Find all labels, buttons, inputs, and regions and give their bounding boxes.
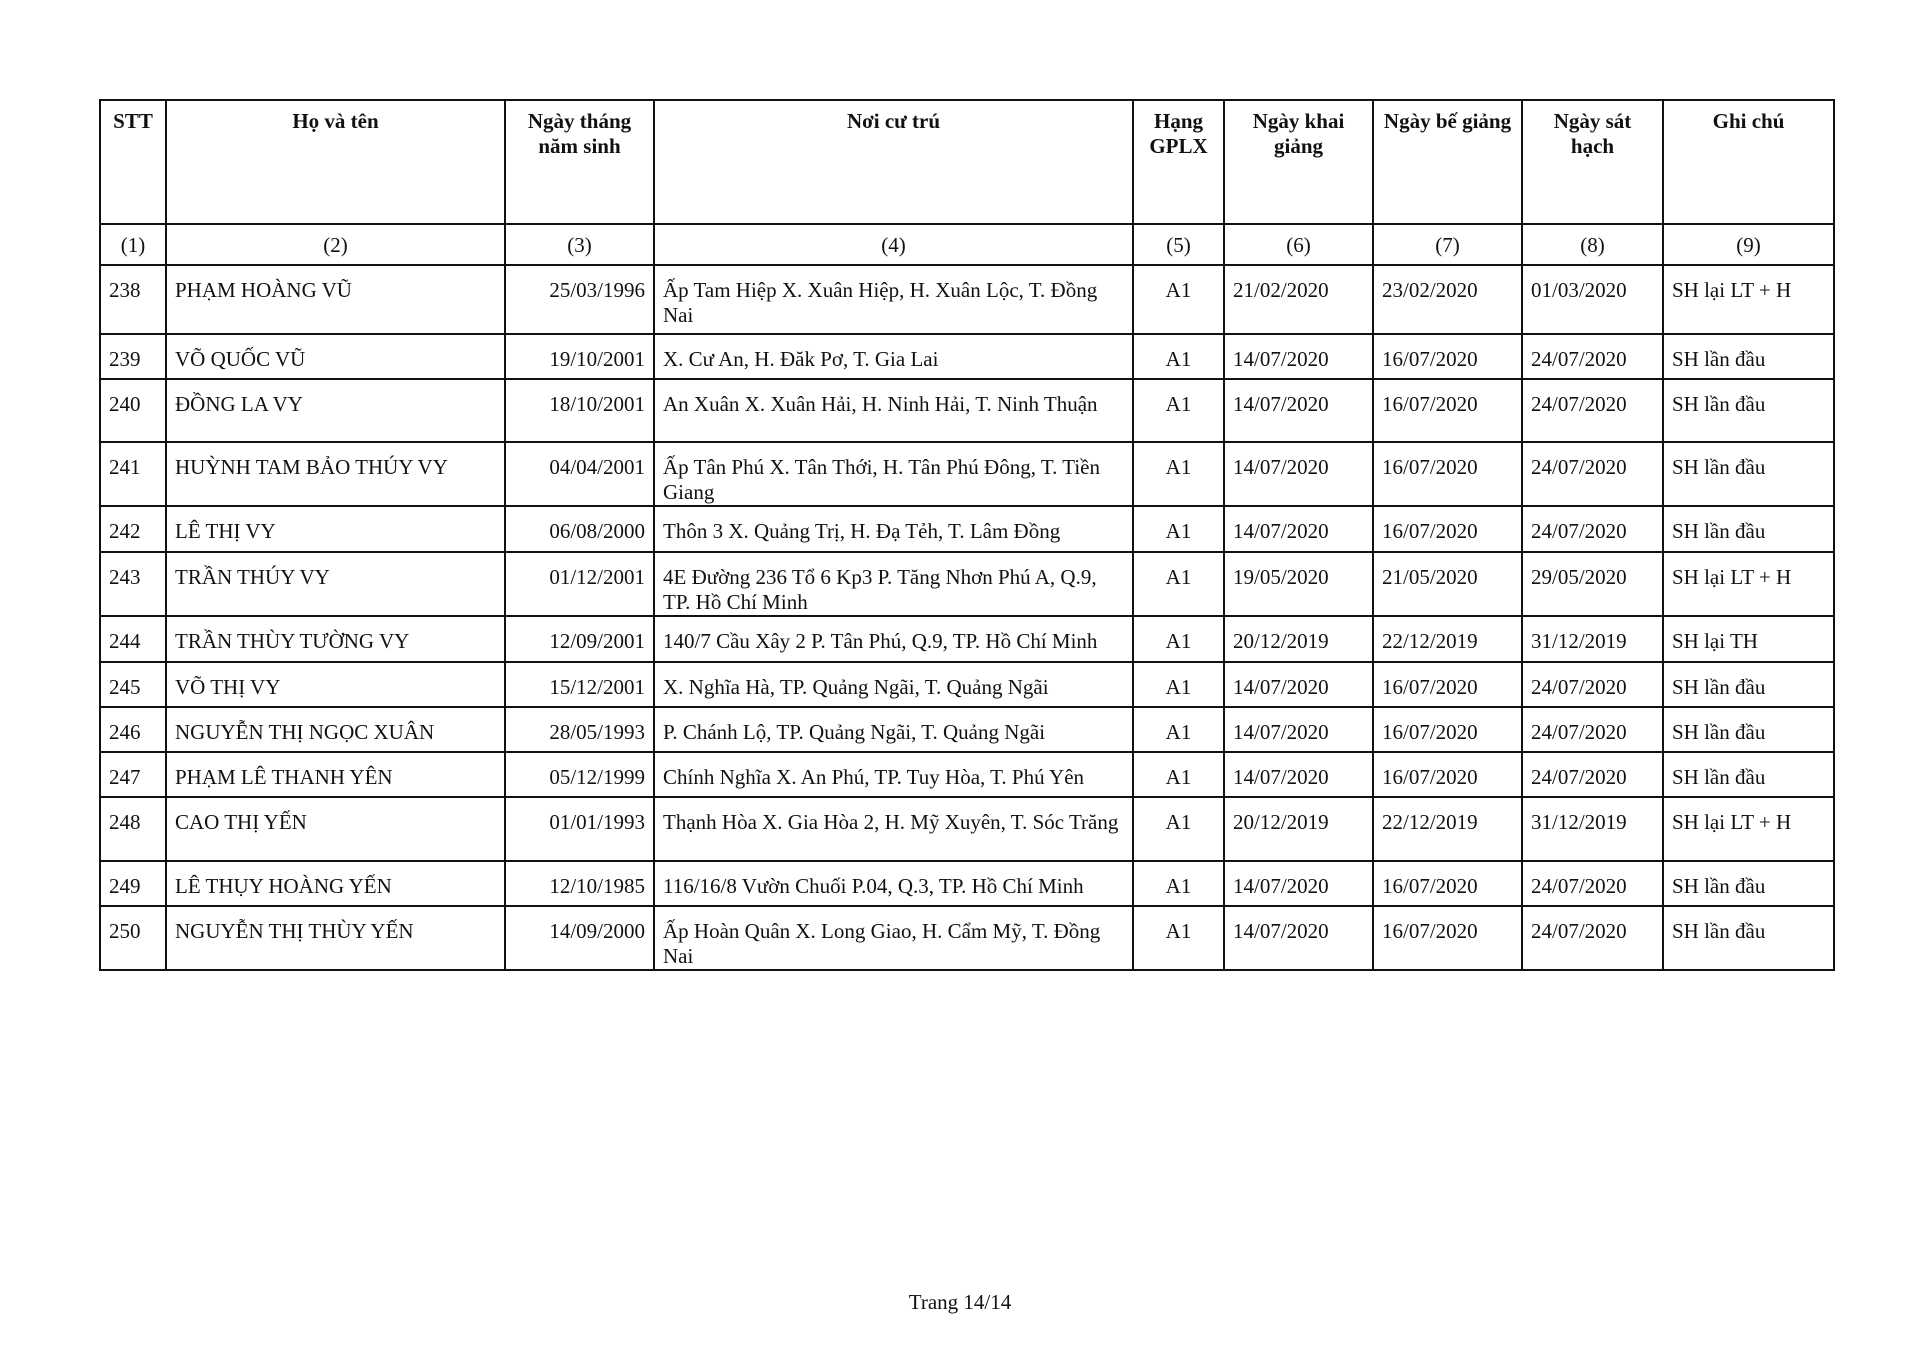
cell-open-date: 14/07/2020 [1224, 707, 1373, 752]
cell-exam-date: 01/03/2020 [1522, 265, 1663, 334]
cell-stt: 243 [100, 552, 166, 616]
cell-name: VÕ QUỐC VŨ [166, 334, 505, 379]
cell-open-date: 20/12/2019 [1224, 616, 1373, 662]
column-number: (5) [1133, 224, 1224, 265]
cell-name: TRẦN THÙY TƯỜNG VY [166, 616, 505, 662]
cell-stt: 244 [100, 616, 166, 662]
cell-license-class: A1 [1133, 906, 1224, 970]
cell-exam-date: 24/07/2020 [1522, 707, 1663, 752]
cell-note: SH lần đầu [1663, 442, 1834, 506]
cell-stt: 240 [100, 379, 166, 442]
cell-open-date: 14/07/2020 [1224, 379, 1373, 442]
cell-exam-date: 24/07/2020 [1522, 861, 1663, 906]
header-name: Họ và tên [166, 100, 505, 224]
cell-name: VÕ THỊ VY [166, 662, 505, 707]
cell-license-class: A1 [1133, 752, 1224, 797]
cell-stt: 242 [100, 506, 166, 552]
cell-note: SH lần đầu [1663, 861, 1834, 906]
cell-close-date: 16/07/2020 [1373, 861, 1522, 906]
cell-address: P. Chánh Lộ, TP. Quảng Ngãi, T. Quảng Ngãi [654, 707, 1133, 752]
column-number: (1) [100, 224, 166, 265]
cell-note: SH lần đầu [1663, 752, 1834, 797]
cell-address: Ấp Hoàn Quân X. Long Giao, H. Cẩm Mỹ, T. Đồng Nai [654, 906, 1133, 970]
cell-close-date: 16/07/2020 [1373, 379, 1522, 442]
cell-open-date: 14/07/2020 [1224, 506, 1373, 552]
table-row [100, 662, 1834, 707]
header-dob: Ngày tháng năm sinh [505, 100, 654, 224]
cell-close-date: 22/12/2019 [1373, 616, 1522, 662]
cell-dob: 15/12/2001 [505, 662, 654, 707]
header-note: Ghi chú [1663, 100, 1834, 224]
cell-exam-date: 24/07/2020 [1522, 506, 1663, 552]
cell-stt: 239 [100, 334, 166, 379]
cell-exam-date: 24/07/2020 [1522, 752, 1663, 797]
table-row [100, 906, 1834, 970]
table-row [100, 707, 1834, 752]
cell-stt: 245 [100, 662, 166, 707]
cell-note: SH lần đầu [1663, 662, 1834, 707]
cell-name: NGUYỄN THỊ NGỌC XUÂN [166, 707, 505, 752]
cell-name: PHẠM HOÀNG VŨ [166, 265, 505, 334]
cell-name: CAO THỊ YẾN [166, 797, 505, 861]
page-number: Trang 14/14 [908, 1290, 1012, 1314]
cell-stt: 247 [100, 752, 166, 797]
cell-note: SH lần đầu [1663, 906, 1834, 970]
cell-name: PHẠM LÊ THANH YÊN [166, 752, 505, 797]
cell-exam-date: 24/07/2020 [1522, 442, 1663, 506]
cell-name: NGUYỄN THỊ THÙY YẾN [166, 906, 505, 970]
cell-address: Ấp Tam Hiệp X. Xuân Hiệp, H. Xuân Lộc, T. Đồng Nai [654, 265, 1133, 334]
cell-close-date: 16/07/2020 [1373, 707, 1522, 752]
column-number: (2) [166, 224, 505, 265]
cell-dob: 04/04/2001 [505, 442, 654, 506]
cell-close-date: 21/05/2020 [1373, 552, 1522, 616]
cell-note: SH lần đầu [1663, 707, 1834, 752]
cell-exam-date: 24/07/2020 [1522, 379, 1663, 442]
cell-close-date: 16/07/2020 [1373, 442, 1522, 506]
cell-dob: 25/03/1996 [505, 265, 654, 334]
cell-name: LÊ THỤY HOÀNG YẾN [166, 861, 505, 906]
table-row [100, 752, 1834, 797]
cell-close-date: 16/07/2020 [1373, 662, 1522, 707]
cell-stt: 241 [100, 442, 166, 506]
cell-license-class: A1 [1133, 861, 1224, 906]
cell-note: SH lại LT + H [1663, 797, 1834, 861]
cell-name: ĐỒNG LA VY [166, 379, 505, 442]
header-address: Nơi cư trú [654, 100, 1133, 224]
cell-address: Chính Nghĩa X. An Phú, TP. Tuy Hòa, T. Phú Yên [654, 752, 1133, 797]
cell-close-date: 16/07/2020 [1373, 752, 1522, 797]
cell-open-date: 19/05/2020 [1224, 552, 1373, 616]
cell-note: SH lần đầu [1663, 334, 1834, 379]
cell-license-class: A1 [1133, 506, 1224, 552]
header-close-date: Ngày bế giảng [1373, 100, 1522, 224]
table-row [100, 265, 1834, 334]
cell-open-date: 14/07/2020 [1224, 861, 1373, 906]
table-row [100, 334, 1834, 379]
cell-address: Thạnh Hòa X. Gia Hòa 2, H. Mỹ Xuyên, T. Sóc Trăng [654, 797, 1133, 861]
cell-exam-date: 24/07/2020 [1522, 334, 1663, 379]
cell-address: X. Nghĩa Hà, TP. Quảng Ngãi, T. Quảng Ngãi [654, 662, 1133, 707]
cell-dob: 28/05/1993 [505, 707, 654, 752]
cell-dob: 12/10/1985 [505, 861, 654, 906]
table-row [100, 442, 1834, 506]
cell-dob: 06/08/2000 [505, 506, 654, 552]
column-number: (3) [505, 224, 654, 265]
cell-exam-date: 29/05/2020 [1522, 552, 1663, 616]
table-row [100, 552, 1834, 616]
cell-exam-date: 24/07/2020 [1522, 662, 1663, 707]
column-number: (6) [1224, 224, 1373, 265]
header-open-date: Ngày khai giảng [1224, 100, 1373, 224]
cell-license-class: A1 [1133, 707, 1224, 752]
cell-stt: 248 [100, 797, 166, 861]
cell-close-date: 16/07/2020 [1373, 506, 1522, 552]
cell-dob: 01/01/1993 [505, 797, 654, 861]
cell-dob: 05/12/1999 [505, 752, 654, 797]
cell-open-date: 14/07/2020 [1224, 662, 1373, 707]
cell-dob: 18/10/2001 [505, 379, 654, 442]
cell-open-date: 14/07/2020 [1224, 906, 1373, 970]
cell-exam-date: 31/12/2019 [1522, 797, 1663, 861]
header-license-class: Hạng GPLX [1133, 100, 1224, 224]
cell-exam-date: 31/12/2019 [1522, 616, 1663, 662]
cell-note: SH lần đầu [1663, 379, 1834, 442]
cell-license-class: A1 [1133, 265, 1224, 334]
table-row [100, 797, 1834, 861]
column-number-row [100, 224, 1834, 265]
cell-address: 140/7 Cầu Xây 2 P. Tân Phú, Q.9, TP. Hồ Chí Minh [654, 616, 1133, 662]
student-table [99, 99, 1835, 971]
cell-dob: 01/12/2001 [505, 552, 654, 616]
cell-address: 4E Đường 236 Tổ 6 Kp3 P. Tăng Nhơn Phú A, Q.9, TP. Hồ Chí Minh [654, 552, 1133, 616]
cell-license-class: A1 [1133, 334, 1224, 379]
cell-stt: 246 [100, 707, 166, 752]
column-number: (9) [1663, 224, 1834, 265]
cell-note: SH lại TH [1663, 616, 1834, 662]
cell-address: Ấp Tân Phú X. Tân Thới, H. Tân Phú Đông, T. Tiền Giang [654, 442, 1133, 506]
cell-note: SH lần đầu [1663, 506, 1834, 552]
cell-license-class: A1 [1133, 442, 1224, 506]
cell-license-class: A1 [1133, 662, 1224, 707]
cell-dob: 14/09/2000 [505, 906, 654, 970]
cell-stt: 250 [100, 906, 166, 970]
header-exam-date: Ngày sát hạch [1522, 100, 1663, 224]
table-row [100, 861, 1834, 906]
cell-open-date: 14/07/2020 [1224, 442, 1373, 506]
column-number: (4) [654, 224, 1133, 265]
cell-license-class: A1 [1133, 379, 1224, 442]
cell-open-date: 14/07/2020 [1224, 334, 1373, 379]
cell-close-date: 16/07/2020 [1373, 906, 1522, 970]
cell-name: TRẦN THÚY VY [166, 552, 505, 616]
cell-stt: 238 [100, 265, 166, 334]
table-row [100, 379, 1834, 442]
cell-dob: 12/09/2001 [505, 616, 654, 662]
cell-name: HUỲNH TAM BẢO THÚY VY [166, 442, 505, 506]
column-number: (8) [1522, 224, 1663, 265]
cell-open-date: 14/07/2020 [1224, 752, 1373, 797]
table-row [100, 506, 1834, 552]
cell-stt: 249 [100, 861, 166, 906]
cell-address: 116/16/8 Vườn Chuối P.04, Q.3, TP. Hồ Chí Minh [654, 861, 1133, 906]
cell-address: X. Cư An, H. Đăk Pơ, T. Gia Lai [654, 334, 1133, 379]
cell-dob: 19/10/2001 [505, 334, 654, 379]
cell-exam-date: 24/07/2020 [1522, 906, 1663, 970]
cell-license-class: A1 [1133, 552, 1224, 616]
cell-close-date: 16/07/2020 [1373, 334, 1522, 379]
cell-close-date: 23/02/2020 [1373, 265, 1522, 334]
cell-open-date: 20/12/2019 [1224, 797, 1373, 861]
table-row [100, 616, 1834, 662]
header-stt: STT [100, 100, 166, 224]
cell-open-date: 21/02/2020 [1224, 265, 1373, 334]
cell-name: LÊ THỊ VY [166, 506, 505, 552]
cell-license-class: A1 [1133, 797, 1224, 861]
cell-address: An Xuân X. Xuân Hải, H. Ninh Hải, T. Ninh Thuận [654, 379, 1133, 442]
cell-address: Thôn 3 X. Quảng Trị, H. Đạ Tẻh, T. Lâm Đồng [654, 506, 1133, 552]
header-row [100, 100, 1834, 224]
column-number: (7) [1373, 224, 1522, 265]
cell-note: SH lại LT + H [1663, 552, 1834, 616]
cell-close-date: 22/12/2019 [1373, 797, 1522, 861]
cell-license-class: A1 [1133, 616, 1224, 662]
cell-note: SH lại LT + H [1663, 265, 1834, 334]
